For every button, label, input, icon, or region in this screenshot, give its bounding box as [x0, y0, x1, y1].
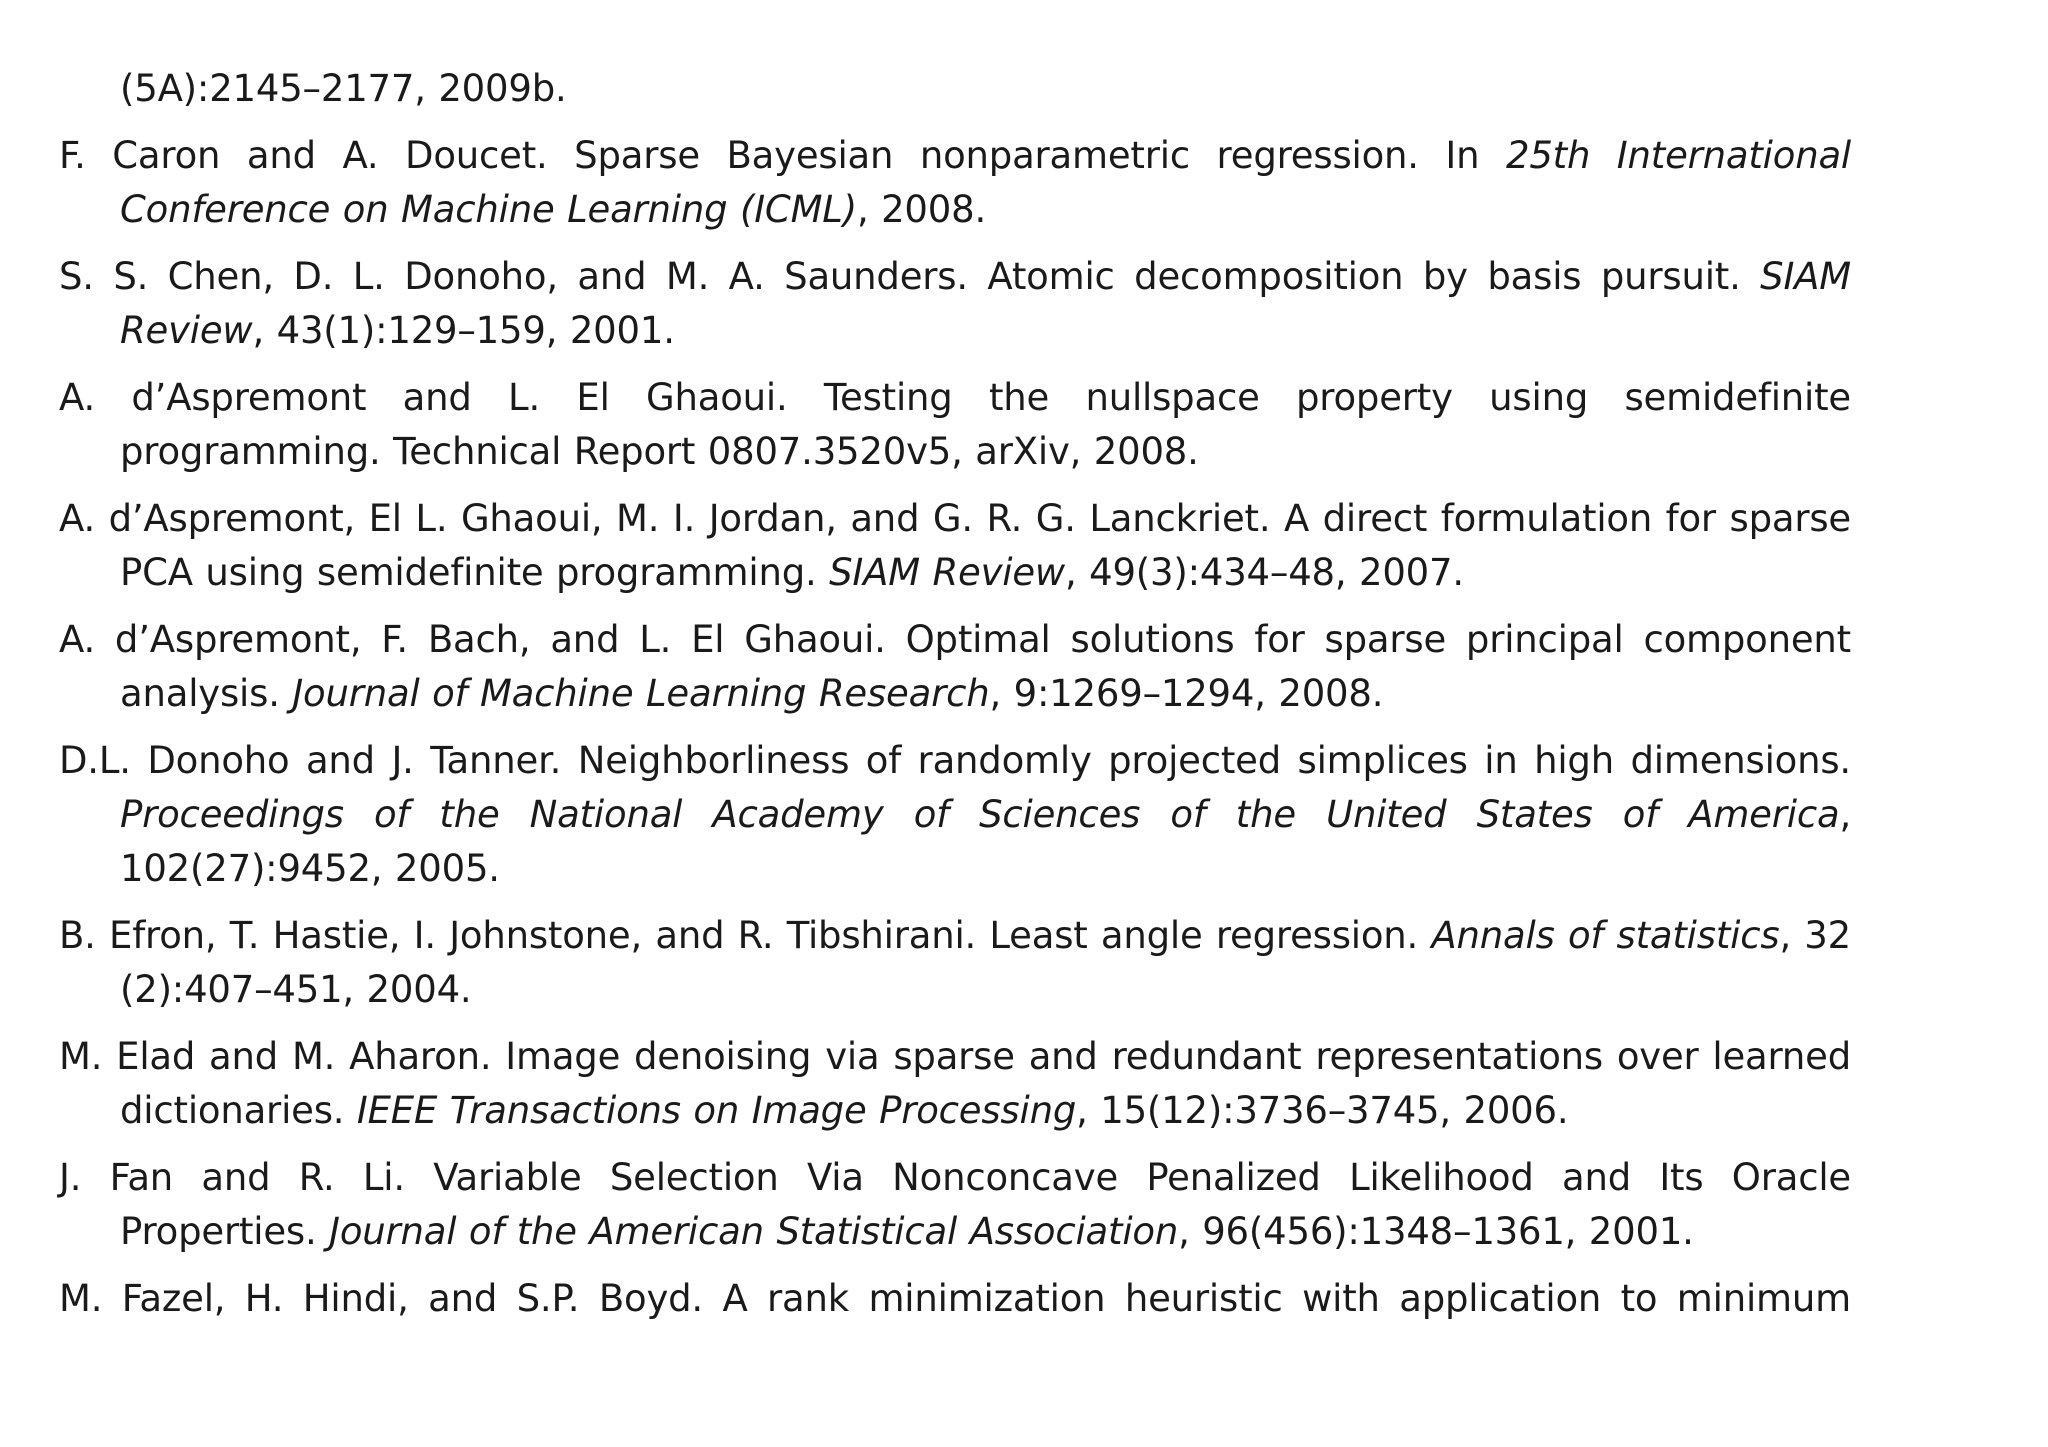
reference-entry-caron-doucet-2008 [59, 129, 1851, 237]
reference-text: , 15(12):3736–3745, 2006. [1076, 1089, 1569, 1132]
reference-venue: Proceedings of the National Academy of Sciences of the United States of America [120, 793, 1840, 836]
reference-venue: SIAM Review [829, 551, 1065, 594]
reference-entry-elad-aharon-2006 [59, 1030, 1851, 1138]
reference-text: , 9:1269–1294, 2008. [989, 672, 1384, 715]
reference-text: M. Fazel, H. Hindi, and S.P. Boyd. A rank minimization heuristic with application to minimum [59, 1277, 1851, 1320]
reference-text: , 2008. [856, 188, 986, 231]
reference-entry-daspremont-bach-elghaoui-2008 [59, 613, 1851, 721]
reference-text: , 102(27):9452, 2005. [120, 793, 1851, 890]
reference-text: A. d’Aspremont, F. Bach, and L. El Ghaoui. Optimal solutions for sparse principal component analysis. [59, 618, 1851, 715]
reference-text: , 96(456):1348–1361, 2001. [1178, 1210, 1694, 1253]
reference-text: , 32 (2):407–451, 2004. [120, 914, 1851, 1011]
reference-entry-daspremont-elghaoui-2008 [59, 371, 1851, 479]
reference-text: B. Efron, T. Hastie, I. Johnstone, and R. Tibshirani. Least angle regression. [59, 914, 1432, 957]
reference-entry-fazel-hindi-boyd [59, 1272, 1851, 1326]
reference-venue: SIAM Review [120, 255, 1851, 352]
reference-entry-donoho-tanner-2005 [59, 734, 1851, 896]
reference-text: (5A):2145–2177, 2009b. [120, 67, 567, 110]
reference-entry-fan-li-2001 [59, 1151, 1851, 1259]
reference-list [59, 62, 1851, 1339]
reference-venue: Annals of statistics [1431, 914, 1780, 957]
reference-venue: Journal of the American Statistical Association [329, 1210, 1179, 1253]
reference-text: , 43(1):129–159, 2001. [252, 309, 675, 352]
reference-text: M. Elad and M. Aharon. Image denoising via sparse and redundant representations over learned dictionaries. [59, 1035, 1851, 1132]
reference-text: A. d’Aspremont, El L. Ghaoui, M. I. Jordan, and G. R. G. Lanckriet. A direct formulation for sparse PCA using semidefinite programming. [59, 497, 1851, 594]
reference-text: D.L. Donoho and J. Tanner. Neighborliness of randomly projected simplices in high dimensions. [59, 739, 1851, 782]
reference-entry-ref-cont [59, 62, 1851, 116]
reference-entry-chen-donoho-saunders-2001 [59, 250, 1851, 358]
reference-text: A. d’Aspremont and L. El Ghaoui. Testing the nullspace property using semidefinite programming. Technical Report 0807.3520v5, arXiv, 2008. [59, 376, 1851, 473]
reference-venue: 25th International Conference on Machine Learning (ICML) [120, 134, 1852, 231]
reference-text: F. Caron and A. Doucet. Sparse Bayesian nonparametric regression. In [59, 134, 1506, 177]
reference-venue: Journal of Machine Learning Research [292, 672, 990, 715]
reference-text: , 49(3):434–48, 2007. [1065, 551, 1464, 594]
reference-entry-daspremont-ghaoui-jordan-lanckriet-2007 [59, 492, 1851, 600]
reference-text: J. Fan and R. Li. Variable Selection Via Nonconcave Penalized Likelihood and Its Oracle Properties. [59, 1156, 1851, 1253]
reference-venue: IEEE Transactions on Image Processing [356, 1089, 1077, 1132]
reference-entry-efron-hastie-johnstone-tibshirani-2004 [59, 909, 1851, 1017]
reference-text: S. S. Chen, D. L. Donoho, and M. A. Saunders. Atomic decomposition by basis pursuit. [59, 255, 1761, 298]
